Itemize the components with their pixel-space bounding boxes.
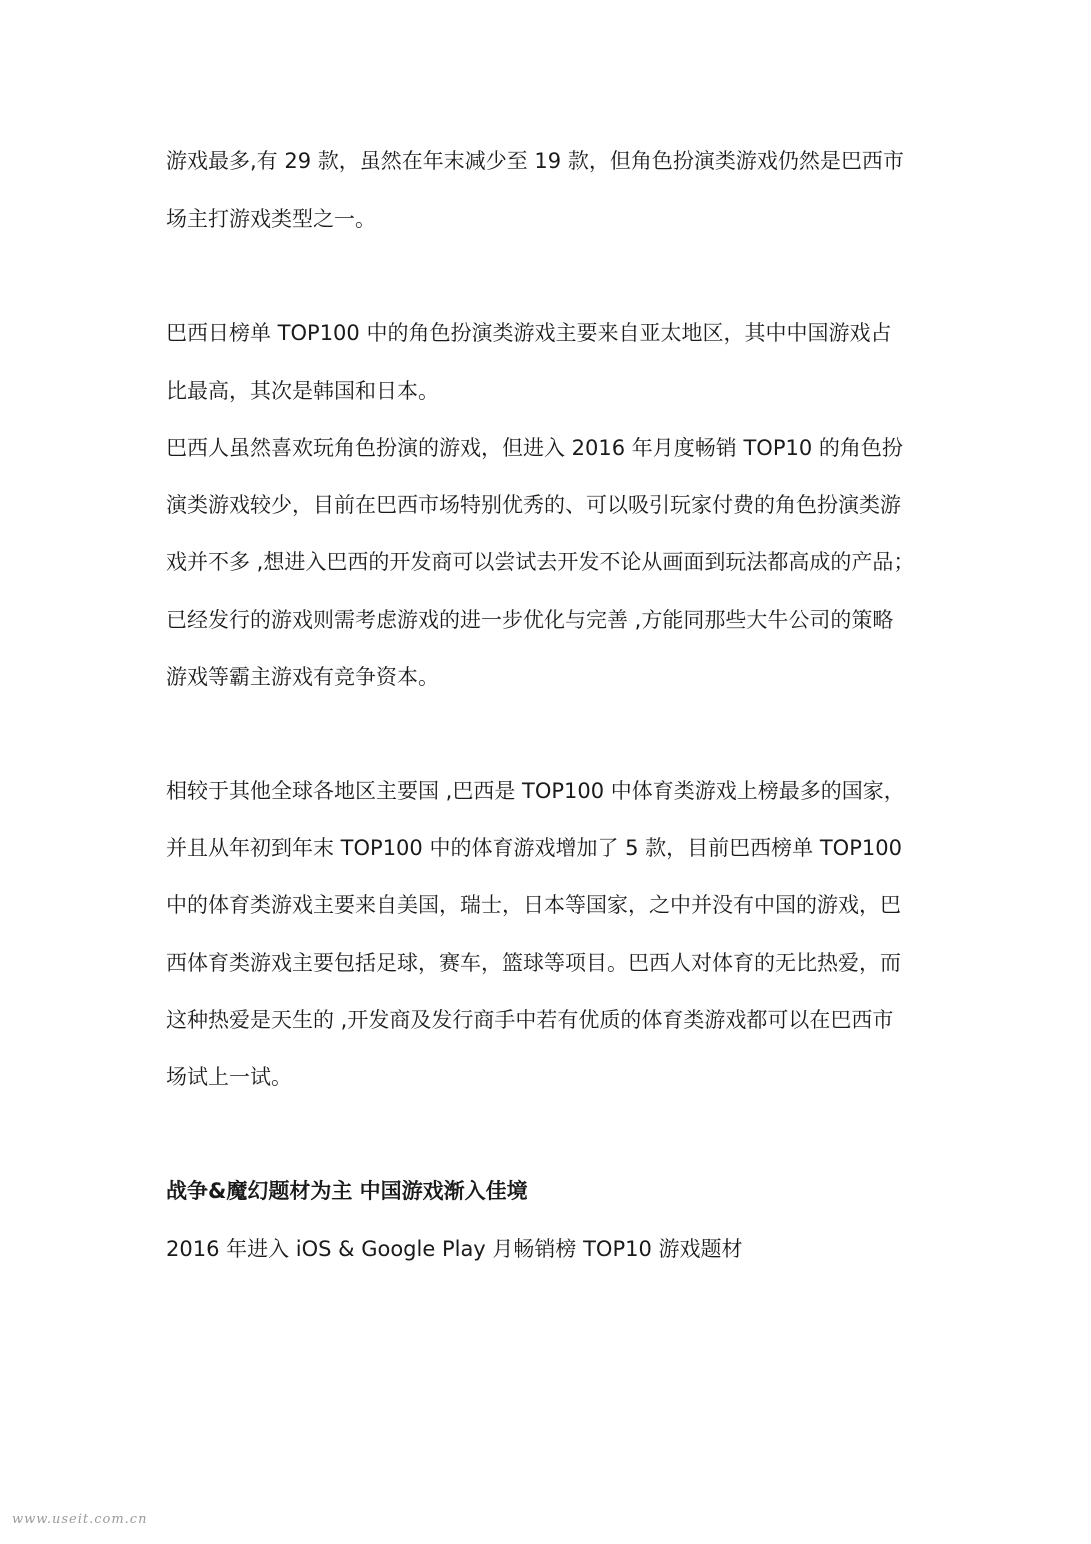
paragraph-4-line-6: 场试上一试。 xyxy=(166,1065,292,1089)
section-heading: 战争&魔幻题材为主 中国游戏渐入佳境 xyxy=(166,1179,528,1203)
paragraph-1-line-2: 场主打游戏类型之一。 xyxy=(166,207,376,231)
paragraph-3-line-5: 游戏等霸主游戏有竞争资本。 xyxy=(166,665,439,689)
paragraph-3-line-4: 已经发行的游戏则需考虑游戏的进一步优化与完善 ,方能同那些大牛公司的策略 xyxy=(166,608,894,632)
watermark: www.useit.com.cn xyxy=(12,1512,148,1527)
paragraph-4-line-3: 中的体育类游戏主要来自美国，瑞士，日本等国家，之中并没有中国的游戏，巴 xyxy=(166,893,901,917)
paragraph-4-line-4: 西体育类游戏主要包括足球，赛车，篮球等项目。巴西人对体育的无比热爱，而 xyxy=(166,951,901,975)
paragraph-4-line-1: 相较于其他全球各地区主要国 ,巴西是 TOP100 中体育类游戏上榜最多的国家， xyxy=(166,779,905,803)
paragraph-2-line-1: 巴西日榜单 TOP100 中的角色扮演类游戏主要来自亚太地区，其中中国游戏占 xyxy=(166,321,892,345)
paragraph-1-line-1: 游戏最多,有 29 款，虽然在年末减少至 19 款，但角色扮演类游戏仍然是巴西市 xyxy=(166,149,904,173)
paragraph-3-line-3: 戏并不多 ,想进入巴西的开发商可以尝试去开发不论从画面到玩法都高成的产品； xyxy=(166,550,915,574)
paragraph-3-line-2: 演类游戏较少，目前在巴西市场特别优秀的、可以吸引玩家付费的角色扮演类游 xyxy=(166,493,901,517)
paragraph-4-line-2: 并且从年初到年末 TOP100 中的体育游戏增加了 5 款，目前巴西榜单 TOP100 xyxy=(166,836,902,860)
paragraph-4-line-5: 这种热爱是天生的 ,开发商及发行商手中若有优质的体育类游戏都可以在巴西市 xyxy=(166,1008,894,1032)
paragraph-2-line-2: 比最高，其次是韩国和日本。 xyxy=(166,379,439,403)
section-subheading: 2016 年进入 iOS & Google Play 月畅销榜 TOP10 游戏题材 xyxy=(166,1237,743,1261)
paragraph-3-line-1: 巴西人虽然喜欢玩角色扮演的游戏，但进入 2016 年月度畅销 TOP10 的角色扮 xyxy=(166,436,903,460)
